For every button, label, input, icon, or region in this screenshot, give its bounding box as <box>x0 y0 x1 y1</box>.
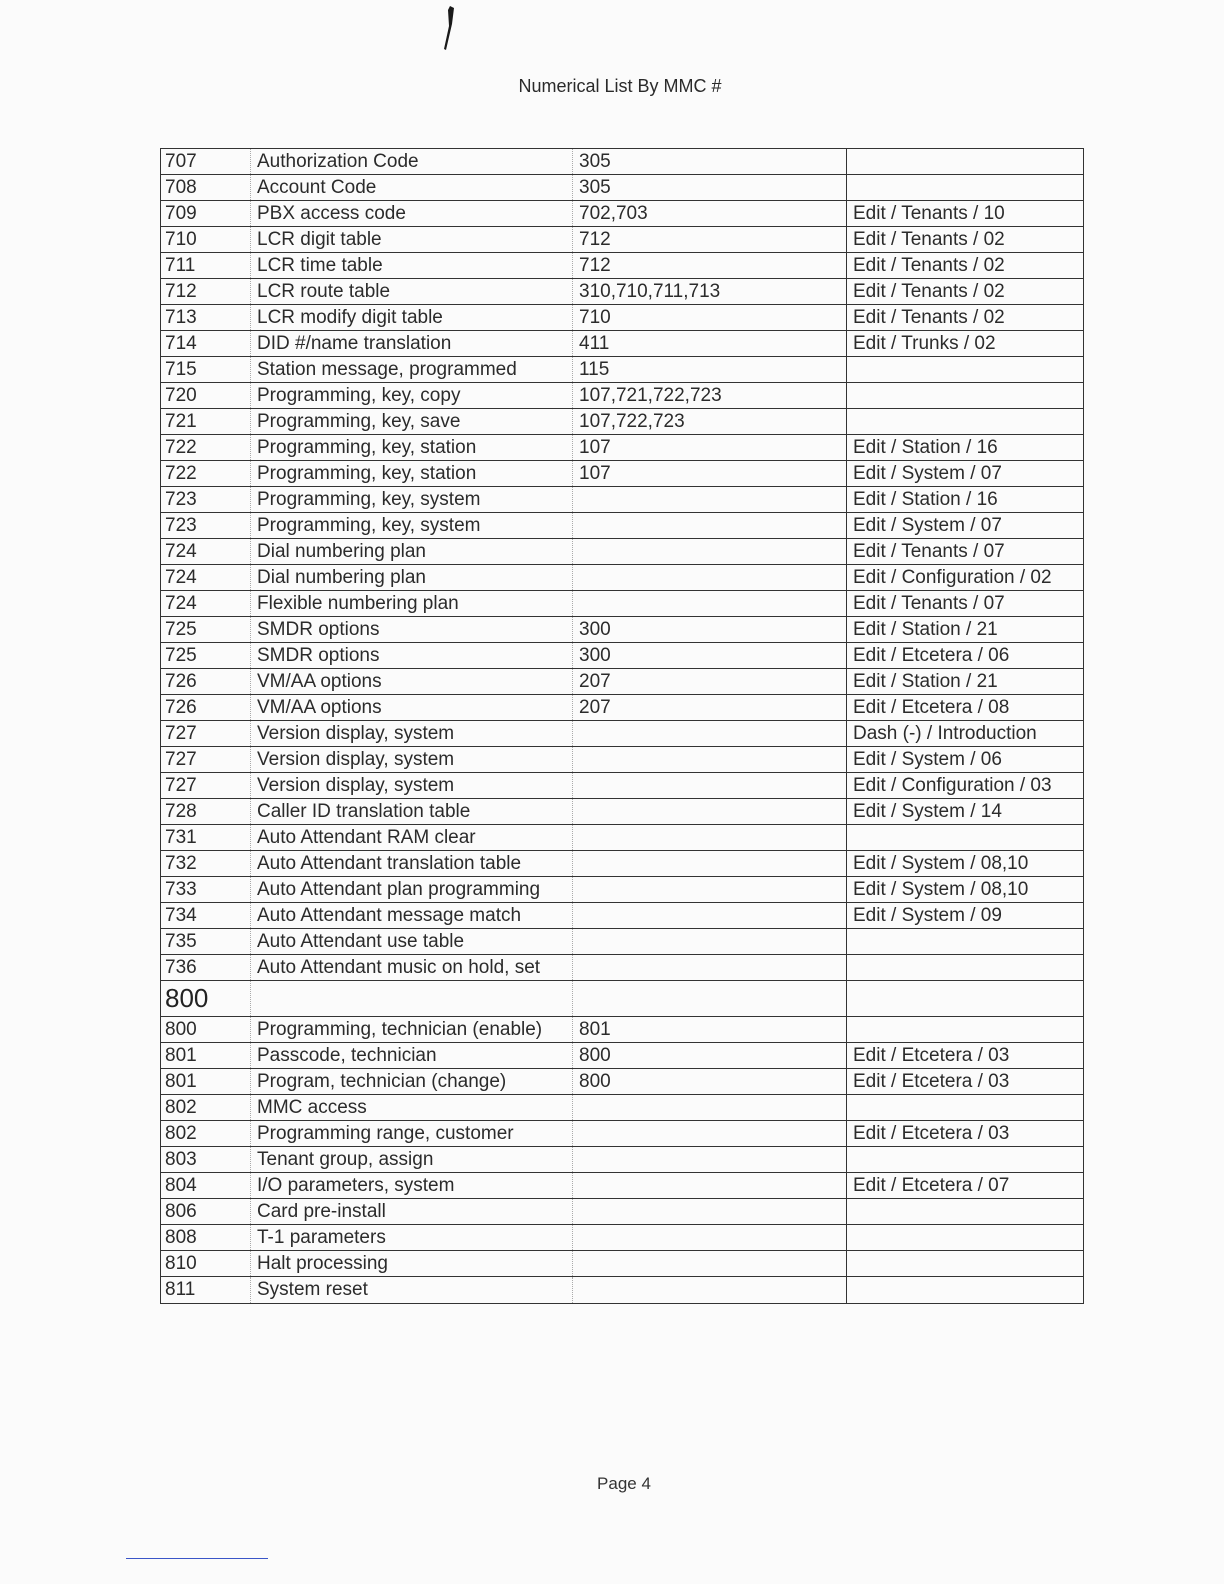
description-cell: VM/AA options <box>251 669 573 694</box>
related-mmc-cell <box>573 591 847 616</box>
description-cell: Auto Attendant plan programming <box>251 877 573 902</box>
edit-path-cell <box>847 929 1083 954</box>
table-row <box>161 149 1083 175</box>
mmc-code-cell: 724 <box>161 591 251 616</box>
description-cell: Tenant group, assign <box>251 1147 573 1172</box>
table-row <box>161 1017 1083 1043</box>
table-row <box>161 643 1083 669</box>
description-cell: Programming range, customer <box>251 1121 573 1146</box>
table-row <box>161 331 1083 357</box>
mmc-code-cell: 709 <box>161 201 251 226</box>
mmc-code-cell: 808 <box>161 1225 251 1250</box>
table-row <box>161 1225 1083 1251</box>
edit-path-cell <box>847 409 1083 434</box>
related-mmc-cell: 305 <box>573 149 847 174</box>
mmc-code-cell: 806 <box>161 1199 251 1224</box>
mmc-code-cell: 800 <box>161 981 251 1016</box>
description-cell: Authorization Code <box>251 149 573 174</box>
description-cell: SMDR options <box>251 643 573 668</box>
edit-path-cell: Edit / Tenants / 02 <box>853 229 1005 250</box>
description-cell: SMDR options <box>251 617 573 642</box>
table-row <box>161 461 1083 487</box>
table-row <box>161 1147 1083 1173</box>
description-cell: LCR digit table <box>251 227 573 252</box>
related-mmc-cell: 107 <box>573 461 847 486</box>
related-mmc-cell: 310,710,711,713 <box>573 279 847 304</box>
mmc-code-cell: 727 <box>161 721 251 746</box>
edit-path-cell <box>847 981 1083 1016</box>
related-mmc-cell: 800 <box>573 1069 847 1094</box>
related-mmc-cell: 207 <box>573 695 847 720</box>
description-cell: Card pre-install <box>251 1199 573 1224</box>
related-mmc-cell: 207 <box>573 669 847 694</box>
table-row <box>161 279 1083 305</box>
related-mmc-cell <box>573 799 847 824</box>
mmc-code-cell: 811 <box>161 1277 251 1303</box>
mmc-code-cell: 801 <box>161 1043 251 1068</box>
mmc-code-cell: 712 <box>161 279 251 304</box>
related-mmc-cell: 300 <box>573 643 847 668</box>
related-mmc-cell <box>573 565 847 590</box>
underline-mark <box>126 1558 268 1559</box>
table-row <box>161 227 1083 253</box>
mmc-code-cell: 726 <box>161 669 251 694</box>
description-cell: Auto Attendant message match <box>251 903 573 928</box>
description-cell: Station message, programmed <box>251 357 573 382</box>
edit-path-cell: Edit / System / 06 <box>853 749 1002 770</box>
description-cell: Halt processing <box>251 1251 573 1276</box>
edit-path-cell <box>847 357 1083 382</box>
description-cell: System reset <box>251 1277 573 1303</box>
description-cell: Programming, key, system <box>251 487 573 512</box>
related-mmc-cell <box>573 903 847 928</box>
mmc-code-cell: 710 <box>161 227 251 252</box>
edit-path-cell: Edit / Etcetera / 03 <box>853 1071 1010 1092</box>
mmc-code-cell: 711 <box>161 253 251 278</box>
mmc-code-cell: 724 <box>161 539 251 564</box>
mmc-code-cell: 726 <box>161 695 251 720</box>
table-row <box>161 1251 1083 1277</box>
edit-path-cell <box>847 825 1083 850</box>
edit-path-cell: Edit / Tenants / 02 <box>853 281 1005 302</box>
mmc-code-cell: 707 <box>161 149 251 174</box>
page-title: Numerical List By MMC # <box>518 76 722 96</box>
mmc-code-cell: 736 <box>161 955 251 980</box>
related-mmc-cell: 305 <box>573 175 847 200</box>
mmc-code-cell: 801 <box>161 1069 251 1094</box>
table-row <box>161 357 1083 383</box>
pen-mark-icon <box>440 4 456 52</box>
mmc-code-cell: 735 <box>161 929 251 954</box>
edit-path-cell: Edit / Station / 21 <box>853 671 998 692</box>
description-cell: Programming, technician (enable) <box>251 1017 573 1042</box>
mmc-code-cell: 727 <box>161 747 251 772</box>
description-cell: LCR time table <box>251 253 573 278</box>
edit-path-cell: Edit / Configuration / 03 <box>853 775 1052 796</box>
description-cell: Programming, key, system <box>251 513 573 538</box>
page-number: Page 4 <box>597 1474 651 1493</box>
mmc-code-cell: 727 <box>161 773 251 798</box>
edit-path-cell: Edit / Etcetera / 06 <box>853 645 1010 666</box>
edit-path-cell: Edit / Tenants / 10 <box>853 203 1005 224</box>
edit-path-cell <box>847 1251 1083 1276</box>
mmc-code-cell: 722 <box>161 461 251 486</box>
table-row <box>161 539 1083 565</box>
description-cell: Version display, system <box>251 747 573 772</box>
description-cell: Account Code <box>251 175 573 200</box>
mmc-code-cell: 713 <box>161 305 251 330</box>
description-cell: Auto Attendant RAM clear <box>251 825 573 850</box>
related-mmc-cell: 107,721,722,723 <box>573 383 847 408</box>
related-mmc-cell <box>573 1277 847 1303</box>
edit-path-cell: Edit / Tenants / 02 <box>853 255 1005 276</box>
description-cell: Flexible numbering plan <box>251 591 573 616</box>
related-mmc-cell <box>573 773 847 798</box>
edit-path-cell: Edit / Station / 21 <box>853 619 998 640</box>
mmc-code-cell: 714 <box>161 331 251 356</box>
edit-path-cell <box>847 1225 1083 1250</box>
table-row <box>161 1277 1083 1303</box>
related-mmc-cell <box>573 1225 847 1250</box>
table-row <box>161 409 1083 435</box>
edit-path-cell: Edit / Etcetera / 03 <box>853 1123 1010 1144</box>
mmc-code-cell: 721 <box>161 409 251 434</box>
mmc-code-cell: 723 <box>161 487 251 512</box>
table-row <box>161 825 1083 851</box>
description-cell: Caller ID translation table <box>251 799 573 824</box>
related-mmc-cell: 702,703 <box>573 201 847 226</box>
description-cell: LCR modify digit table <box>251 305 573 330</box>
edit-path-cell: Edit / System / 08,10 <box>853 879 1029 900</box>
edit-path-cell <box>847 383 1083 408</box>
description-cell: T-1 parameters <box>251 1225 573 1250</box>
table-row <box>161 721 1083 747</box>
mmc-code-cell: 733 <box>161 877 251 902</box>
table-row <box>161 1069 1083 1095</box>
description-cell: Programming, key, station <box>251 435 573 460</box>
description-cell: VM/AA options <box>251 695 573 720</box>
mmc-code-cell: 708 <box>161 175 251 200</box>
edit-path-cell: Edit / System / 07 <box>853 463 1002 484</box>
description-cell: Programming, key, save <box>251 409 573 434</box>
related-mmc-cell <box>573 539 847 564</box>
table-row <box>161 877 1083 903</box>
edit-path-cell: Edit / Etcetera / 07 <box>853 1175 1010 1196</box>
table-row <box>161 1121 1083 1147</box>
description-cell <box>251 981 573 1016</box>
table-row <box>161 695 1083 721</box>
table-row <box>161 383 1083 409</box>
table-row <box>161 1173 1083 1199</box>
description-cell: Auto Attendant use table <box>251 929 573 954</box>
table-row <box>161 487 1083 513</box>
table-row <box>161 851 1083 877</box>
related-mmc-cell <box>573 1199 847 1224</box>
table-row <box>161 903 1083 929</box>
edit-path-cell: Edit / Station / 16 <box>853 489 998 510</box>
edit-path-cell: Edit / Trunks / 02 <box>853 333 996 354</box>
edit-path-cell <box>847 1147 1083 1172</box>
mmc-code-cell: 731 <box>161 825 251 850</box>
related-mmc-cell <box>573 1095 847 1120</box>
related-mmc-cell <box>573 747 847 772</box>
edit-path-cell <box>847 149 1083 174</box>
table-row <box>161 617 1083 643</box>
table-row <box>161 669 1083 695</box>
edit-path-cell <box>847 1017 1083 1042</box>
description-cell: LCR route table <box>251 279 573 304</box>
table-row <box>161 435 1083 461</box>
description-cell: Programming, key, station <box>251 461 573 486</box>
mmc-code-cell: 715 <box>161 357 251 382</box>
related-mmc-cell <box>573 1147 847 1172</box>
edit-path-cell <box>847 1095 1083 1120</box>
related-mmc-cell: 801 <box>573 1017 847 1042</box>
section-header-row <box>161 981 1083 1017</box>
edit-path-cell: Edit / Tenants / 07 <box>853 593 1005 614</box>
table-row <box>161 799 1083 825</box>
edit-path-cell: Edit / Tenants / 07 <box>853 541 1005 562</box>
table-row <box>161 591 1083 617</box>
edit-path-cell: Dash (-) / Introduction <box>853 723 1037 744</box>
table-row <box>161 747 1083 773</box>
description-cell: PBX access code <box>251 201 573 226</box>
related-mmc-cell: 300 <box>573 617 847 642</box>
edit-path-cell: Edit / Station / 16 <box>853 437 998 458</box>
related-mmc-cell <box>573 721 847 746</box>
related-mmc-cell <box>573 851 847 876</box>
related-mmc-cell <box>573 929 847 954</box>
mmc-code-cell: 728 <box>161 799 251 824</box>
edit-path-cell: Edit / Tenants / 02 <box>853 307 1005 328</box>
edit-path-cell: Edit / System / 09 <box>853 905 1002 926</box>
table-row <box>161 1043 1083 1069</box>
edit-path-cell <box>847 955 1083 980</box>
mmc-code-cell: 725 <box>161 643 251 668</box>
description-cell: Version display, system <box>251 773 573 798</box>
table-row <box>161 929 1083 955</box>
table-row <box>161 201 1083 227</box>
related-mmc-cell <box>573 513 847 538</box>
table-row <box>161 1199 1083 1225</box>
table-row <box>161 305 1083 331</box>
description-cell: Dial numbering plan <box>251 565 573 590</box>
related-mmc-cell: 107 <box>573 435 847 460</box>
related-mmc-cell <box>573 1251 847 1276</box>
description-cell: DID #/name translation <box>251 331 573 356</box>
mmc-code-cell: 732 <box>161 851 251 876</box>
related-mmc-cell: 710 <box>573 305 847 330</box>
edit-path-cell: Edit / Etcetera / 08 <box>853 697 1010 718</box>
mmc-code-cell: 803 <box>161 1147 251 1172</box>
mmc-code-cell: 802 <box>161 1121 251 1146</box>
edit-path-cell <box>847 175 1083 200</box>
table-row <box>161 565 1083 591</box>
related-mmc-cell <box>573 981 847 1016</box>
related-mmc-cell: 115 <box>573 357 847 382</box>
related-mmc-cell <box>573 825 847 850</box>
mmc-code-cell: 724 <box>161 565 251 590</box>
table-row <box>161 175 1083 201</box>
description-cell: Version display, system <box>251 721 573 746</box>
edit-path-cell: Edit / System / 14 <box>853 801 1002 822</box>
related-mmc-cell: 107,722,723 <box>573 409 847 434</box>
edit-path-cell: Edit / System / 08,10 <box>853 853 1029 874</box>
table-row <box>161 773 1083 799</box>
edit-path-cell <box>847 1199 1083 1224</box>
mmc-code-cell: 725 <box>161 617 251 642</box>
table-row <box>161 513 1083 539</box>
mmc-code-cell: 723 <box>161 513 251 538</box>
mmc-code-cell: 800 <box>161 1017 251 1042</box>
mmc-code-cell: 720 <box>161 383 251 408</box>
edit-path-cell: Edit / Configuration / 02 <box>853 567 1052 588</box>
related-mmc-cell <box>573 955 847 980</box>
description-cell: I/O parameters, system <box>251 1173 573 1198</box>
table-row <box>161 1095 1083 1121</box>
description-cell: Passcode, technician <box>251 1043 573 1068</box>
edit-path-cell <box>847 1277 1083 1303</box>
related-mmc-cell: 712 <box>573 253 847 278</box>
table-row <box>161 253 1083 279</box>
table-row <box>161 955 1083 981</box>
mmc-code-cell: 804 <box>161 1173 251 1198</box>
description-cell: Program, technician (change) <box>251 1069 573 1094</box>
description-cell: Dial numbering plan <box>251 539 573 564</box>
related-mmc-cell: 712 <box>573 227 847 252</box>
related-mmc-cell <box>573 1121 847 1146</box>
mmc-code-cell: 734 <box>161 903 251 928</box>
related-mmc-cell <box>573 877 847 902</box>
related-mmc-cell <box>573 487 847 512</box>
description-cell: MMC access <box>251 1095 573 1120</box>
related-mmc-cell <box>573 1173 847 1198</box>
mmc-code-cell: 802 <box>161 1095 251 1120</box>
mmc-code-cell: 722 <box>161 435 251 460</box>
description-cell: Programming, key, copy <box>251 383 573 408</box>
description-cell: Auto Attendant music on hold, set <box>251 955 573 980</box>
mmc-table <box>160 148 1084 1304</box>
edit-path-cell: Edit / System / 07 <box>853 515 1002 536</box>
related-mmc-cell: 411 <box>573 331 847 356</box>
description-cell: Auto Attendant translation table <box>251 851 573 876</box>
edit-path-cell: Edit / Etcetera / 03 <box>853 1045 1010 1066</box>
related-mmc-cell: 800 <box>573 1043 847 1068</box>
mmc-code-cell: 810 <box>161 1251 251 1276</box>
